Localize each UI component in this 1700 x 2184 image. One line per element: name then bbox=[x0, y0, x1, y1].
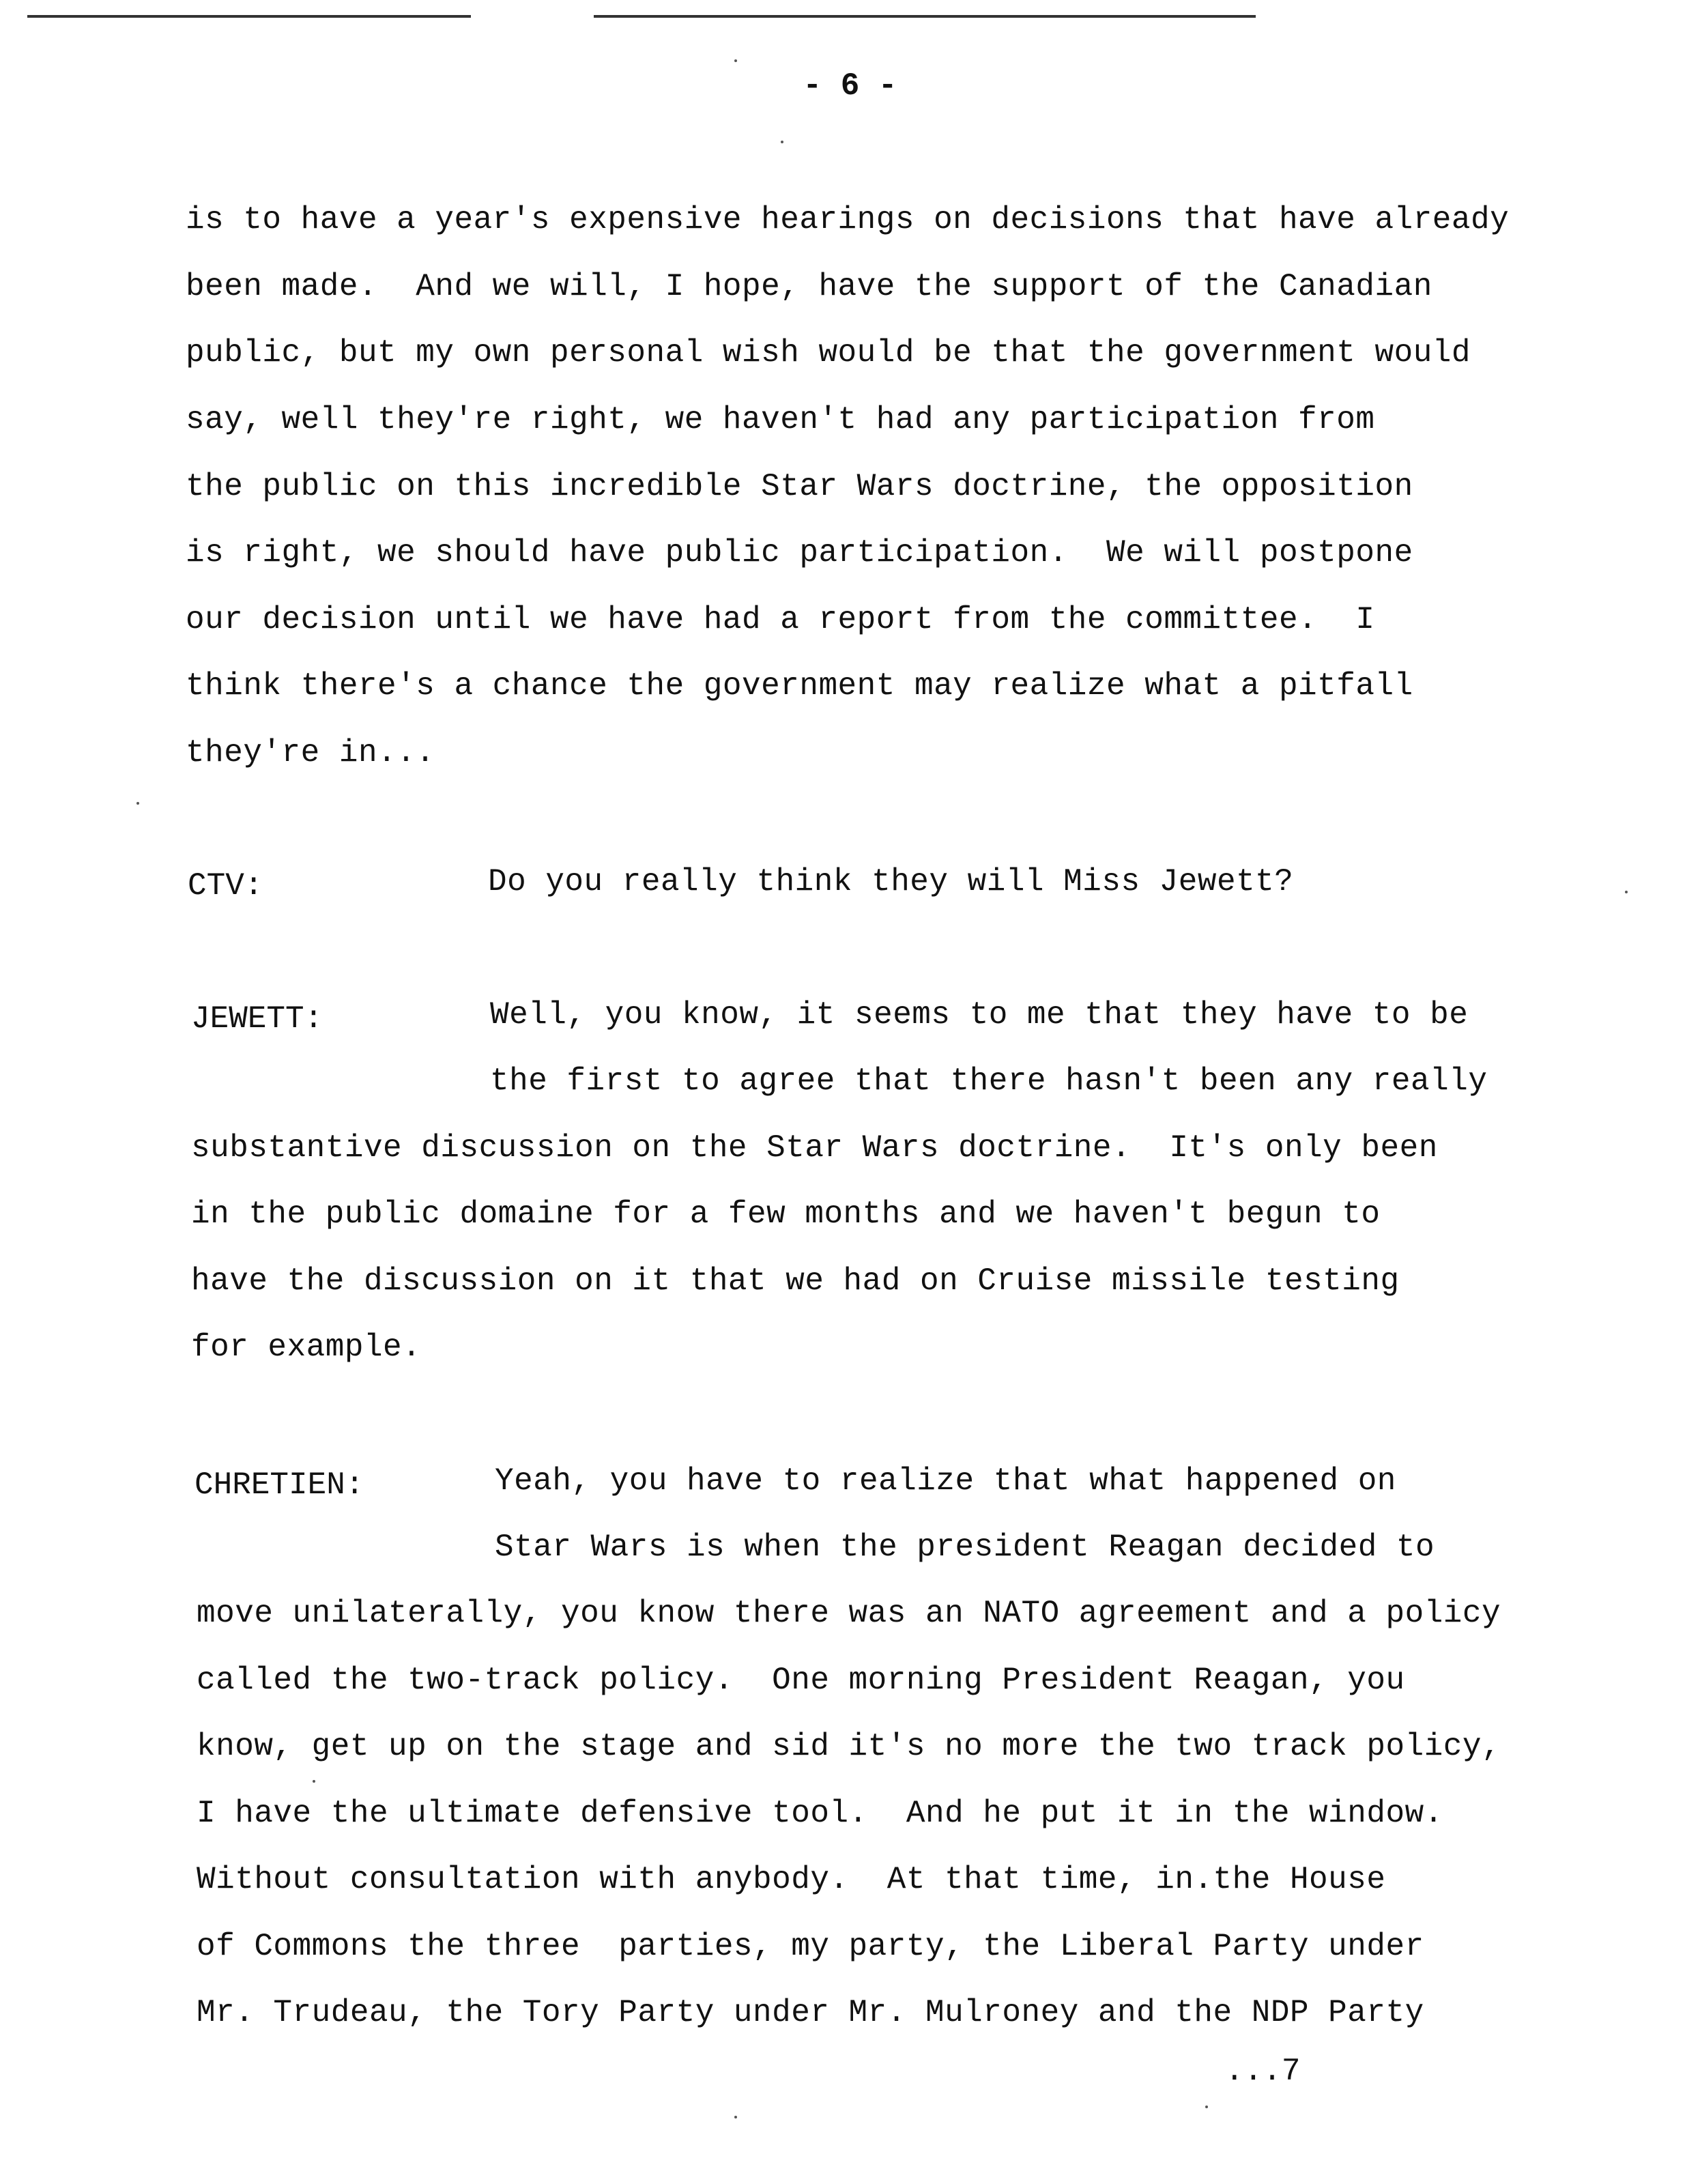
text-line: they're in... bbox=[186, 735, 435, 771]
speech-line: for example. bbox=[191, 1330, 422, 1365]
text-line: our decision until we have had a report from the committee. I bbox=[186, 602, 1375, 637]
text-line: is right, we should have public participation. We will postpone bbox=[186, 535, 1413, 571]
speech-line: substantive discussion on the Star Wars doctrine. It's only been bbox=[191, 1130, 1438, 1166]
speech-line: know, get up on the stage and sid it's no more the two track policy, bbox=[197, 1729, 1501, 1764]
speech-line: Do you really think they will Miss Jewett? bbox=[488, 864, 1294, 900]
scan-speck bbox=[734, 59, 737, 62]
speech-line: the first to agree that there hasn't been any really bbox=[490, 1063, 1488, 1099]
scan-speck bbox=[136, 802, 139, 805]
speech-line: of Commons the three parties, my party, the Liberal Party under bbox=[197, 1929, 1424, 1964]
text-line: public, but my own personal wish would be that the government would bbox=[186, 335, 1471, 371]
text-line: think there's a chance the government may realize what a pitfall bbox=[186, 668, 1413, 704]
speech-line: Yeah, you have to realize that what happened on bbox=[495, 1463, 1396, 1499]
text-line: say, well they're right, we haven't had any participation from bbox=[186, 402, 1375, 437]
text-line: been made. And we will, I hope, have the support of the Canadian bbox=[186, 269, 1432, 304]
scan-speck bbox=[1205, 2106, 1208, 2108]
speech-line: in the public domaine for a few months and we haven't begun to bbox=[191, 1196, 1381, 1232]
speaker-label: JEWETT: bbox=[191, 1001, 323, 1037]
page-number: - 6 - bbox=[803, 68, 897, 104]
top-rule-left bbox=[27, 15, 471, 18]
scan-speck bbox=[781, 141, 783, 143]
speech-line: Well, you know, it seems to me that they have to be bbox=[490, 997, 1469, 1033]
speech-line: Mr. Trudeau, the Tory Party under Mr. Mulroney and the NDP Party bbox=[197, 1995, 1424, 2030]
speech-line: Star Wars is when the president Reagan decided to bbox=[495, 1529, 1435, 1565]
text-line: the public on this incredible Star Wars doctrine, the opposition bbox=[186, 469, 1413, 504]
speaker-label: CHRETIEN: bbox=[195, 1467, 364, 1503]
top-rule-right bbox=[594, 15, 1256, 18]
scan-speck bbox=[1625, 891, 1628, 893]
speech-line: Without consultation with anybody. At that time, in.the House bbox=[197, 1862, 1386, 1897]
speaker-label: CTV: bbox=[188, 868, 263, 904]
text-line: is to have a year's expensive hearings on decisions that have already bbox=[186, 202, 1510, 238]
scan-speck bbox=[313, 1780, 315, 1783]
speech-line: called the two-track policy. One morning President Reagan, you bbox=[197, 1663, 1405, 1698]
scan-speck bbox=[734, 2116, 737, 2118]
speech-line: have the discussion on it that we had on Cruise missile testing bbox=[191, 1263, 1400, 1299]
continued-marker: ...7 bbox=[1225, 2054, 1301, 2089]
speech-line: I have the ultimate defensive tool. And he put it in the window. bbox=[197, 1796, 1443, 1831]
speech-line: move unilaterally, you know there was an NATO agreement and a policy bbox=[197, 1596, 1501, 1631]
